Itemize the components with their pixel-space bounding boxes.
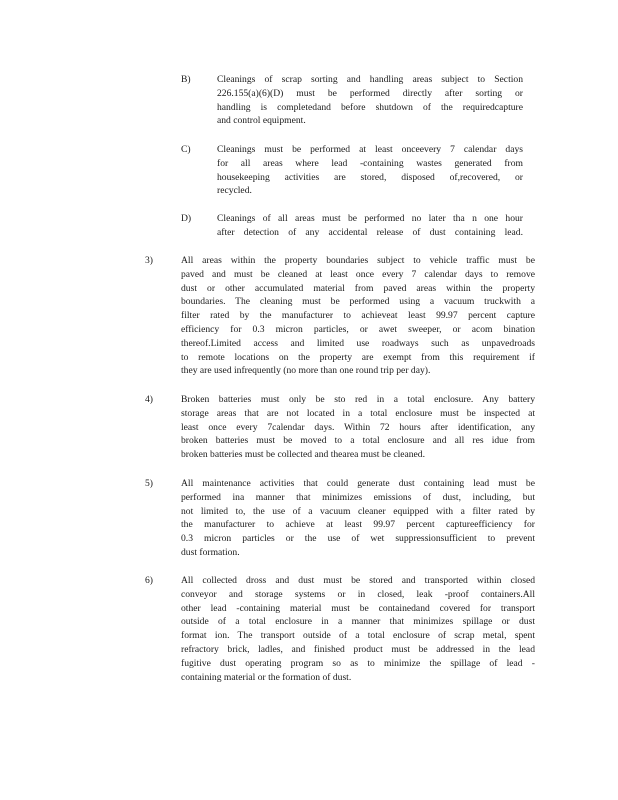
- item-5-paragraph: [181, 477, 535, 560]
- text-line: after detection of any accidental release of dust containing lead.: [217, 226, 523, 238]
- text-line: All maintenance activities that could generate dust containing lead must be: [181, 478, 535, 489]
- text-line: handling is completedand before shutdown of the requiredcapture: [217, 101, 523, 113]
- text-line: filter rated by the manufacturer to achieveat least 99.97 percent capture: [181, 310, 535, 322]
- text-line: Cleanings of all areas must be performed no later tha n one hour: [217, 213, 523, 224]
- text-line: not limited to, the use of a vacuum cleaner equipped with a filter rated by: [181, 505, 535, 517]
- text-line: and control equipment.: [217, 115, 306, 127]
- text-line: 226.155(a)(6)(D) must be performed directly after sorting or: [217, 87, 523, 99]
- text-line: dust or other accumulated material from paved areas within the property: [181, 282, 535, 294]
- item-3-paragraph: [181, 254, 535, 378]
- text-line: All areas within the property boundaries subject to vehicle traffic must be: [181, 255, 535, 266]
- item-marker-3: 3): [145, 255, 153, 266]
- item-marker-4: 4): [145, 394, 153, 405]
- subitem-c-paragraph: [217, 143, 523, 198]
- text-line: to remote locations on the property are exempt from this requirement if: [181, 351, 535, 363]
- text-line: conveyor and storage systems or in closed, leak -proof containers.All: [181, 588, 535, 600]
- item-6-paragraph: [181, 574, 535, 684]
- text-line: refractory brick, ladles, and finished product must be addressed in the lead: [181, 643, 535, 655]
- text-line: recycled.: [217, 185, 252, 197]
- text-line: fugitive dust operating program so as to minimize the spillage of lead -: [181, 657, 535, 669]
- text-line: efficiency for 0.3 micron particles, or awet sweeper, or acom bination: [181, 323, 535, 335]
- text-line: outside of a total enclosure in a manner that minimizes spillage or dust: [181, 616, 535, 628]
- subitem-d-paragraph: [217, 212, 523, 240]
- text-line: Broken batteries must only be sto red in a total enclosure. Any battery: [181, 394, 535, 405]
- text-line: format ion. The transport outside of a total enclosure of scrap metal, spent: [181, 630, 535, 642]
- subitem-marker-c: C): [181, 144, 191, 155]
- item-marker-5: 5): [145, 478, 153, 489]
- text-line: dust formation.: [181, 546, 240, 558]
- text-line: storage areas that are not located in a total enclosure must be inspected at: [181, 407, 535, 419]
- text-line: the manufacturer to achieve at least 99.97 percent captureefficiency for: [181, 519, 535, 531]
- text-line: housekeeping activities are stored, disposed of,recovered, or: [217, 171, 523, 183]
- subitem-marker-d: D): [181, 213, 192, 224]
- text-line: other lead -containing material must be containedand covered for transport: [181, 602, 535, 614]
- text-line: they are used infrequently (no more than one round trip per day).: [181, 365, 431, 377]
- text-line: containing material or the formation of dust.: [181, 671, 352, 683]
- text-line: Cleanings of scrap sorting and handling areas subject to Section: [217, 74, 523, 85]
- text-line: boundaries. The cleaning must be performed using a vacuum truckwith a: [181, 296, 535, 308]
- text-line: Cleanings must be performed at least onceevery 7 calendar days: [217, 144, 523, 155]
- text-line: least once every 7calendar days. Within 72 hours after identification, any: [181, 421, 535, 433]
- item-4-paragraph: [181, 393, 535, 462]
- text-line: paved and must be cleaned at least once every 7 calendar days to remove: [181, 268, 535, 280]
- text-line: for all areas where lead -containing wastes generated from: [217, 157, 523, 169]
- subitem-marker-b: B): [181, 74, 191, 85]
- item-marker-6: 6): [145, 575, 153, 586]
- text-line: performed ina manner that minimizes emissions of dust, including, but: [181, 491, 535, 503]
- text-line: broken batteries must be moved to a total enclosure and all res idue from: [181, 435, 535, 447]
- text-line: 0.3 micron particles or the use of wet suppressionsufficient to prevent: [181, 533, 535, 545]
- text-line: thereof.Limited access and limited use roadways such as unpavedroads: [181, 337, 535, 349]
- subitem-b-paragraph: [217, 73, 523, 128]
- text-line: broken batteries must be collected and thearea must be cleaned.: [181, 449, 426, 461]
- text-line: All collected dross and dust must be stored and transported within closed: [181, 575, 535, 586]
